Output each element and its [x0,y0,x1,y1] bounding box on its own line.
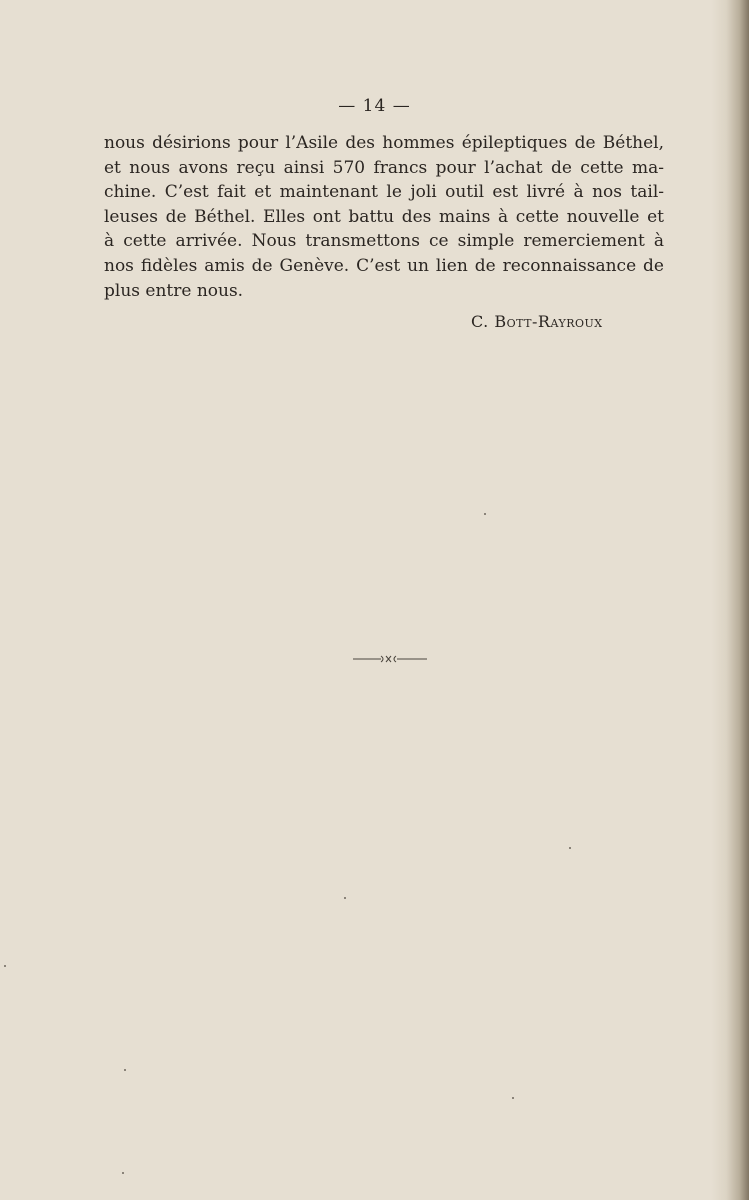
text-line: et nous avons reçu ainsi 570 francs pour l’achat de cette ma- [104,157,664,178]
signature-text: C. Bott-Rayroux [471,312,603,331]
paper-speck [344,897,346,899]
text-line: à cette arrivée. Nous transmettons ce simple remerciement à [104,231,664,252]
paper-speck [124,1069,126,1071]
paper-speck [569,847,571,849]
text-line: nos fidèles amis de Genève. C’est un lien de reconnaissance de [104,255,664,276]
text-line: chine. C’est fait et maintenant le joli outil est livré à nos tail- [104,182,664,203]
section-divider-ornament-icon [353,652,427,666]
page-edge-shadow [711,0,749,1200]
page-number: — 14 — [338,96,411,116]
text-line: leuses de Béthel. Elles ont battu des mains à cette nouvelle et [104,206,664,227]
paper-speck [512,1097,514,1099]
paper-speck [4,965,6,967]
signature [471,312,603,331]
paper-speck [484,513,486,515]
body-paragraph [104,131,664,303]
text-line: plus entre nous. [104,280,244,301]
paper-speck [122,1172,124,1174]
text-line: nous désirions pour l’Asile des hommes épileptiques de Béthel, [104,133,664,153]
